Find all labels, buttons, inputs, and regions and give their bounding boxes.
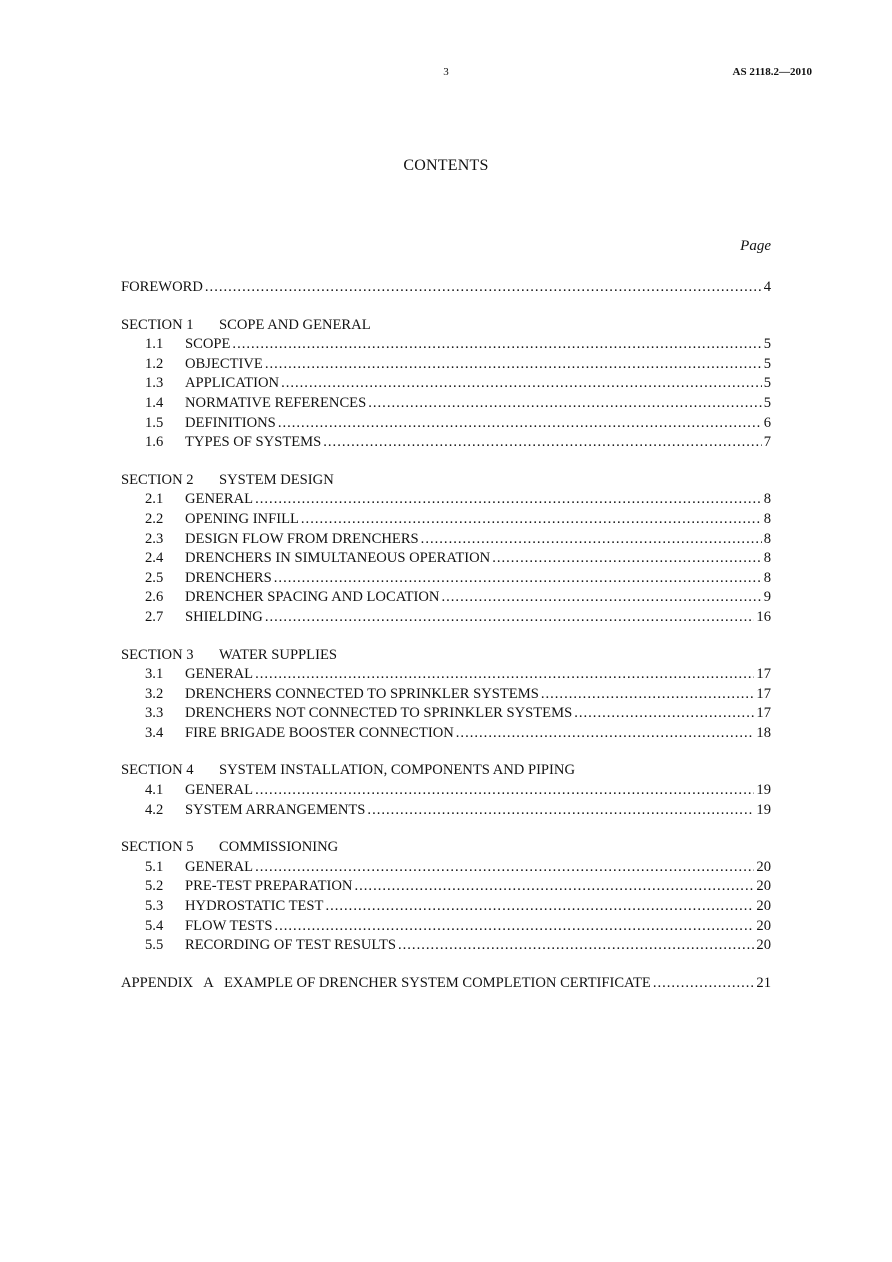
toc-entry-number: 1.2	[145, 355, 164, 372]
toc-entry-number: 5.5	[145, 937, 164, 954]
leader-dots	[255, 665, 754, 685]
toc-entry[interactable]	[145, 608, 771, 628]
toc-entry-label: GENERAL	[185, 491, 254, 508]
leader-dots	[232, 335, 761, 355]
toc-entry-page: 17	[756, 705, 771, 722]
section-heading[interactable]	[121, 646, 771, 666]
section-heading[interactable]	[121, 838, 771, 858]
toc-entry-page: 5	[763, 355, 771, 372]
leader-dots	[278, 414, 762, 434]
toc-entry-label: FIRE BRIGADE BOOSTER CONNECTION	[185, 724, 454, 741]
page-title: CONTENTS	[403, 157, 489, 174]
toc-entry-number: 5.3	[145, 898, 164, 915]
toc-entry-page: 20	[756, 917, 771, 934]
section-title: WATER SUPPLIES	[219, 646, 337, 663]
toc-entry-page: 8	[763, 491, 771, 508]
toc-entry-number: 2.6	[145, 589, 164, 606]
toc-entry-number: 2.3	[145, 530, 164, 547]
toc-entry-number: 3.2	[145, 685, 164, 702]
leader-dots	[323, 433, 761, 453]
toc-entry-number: 1.5	[145, 414, 164, 431]
leader-dots	[354, 877, 754, 897]
section-number: SECTION 4	[121, 762, 194, 779]
toc-entry[interactable]	[145, 858, 771, 878]
toc-entry[interactable]	[145, 335, 771, 355]
leader-dots	[265, 608, 755, 628]
toc-entry-label: PRE-TEST PREPARATION	[185, 878, 353, 895]
section-title: SYSTEM INSTALLATION, COMPONENTS AND PIPING	[219, 762, 575, 779]
toc-entry-label: SYSTEM ARRANGEMENTS	[185, 801, 366, 818]
section-heading[interactable]	[121, 761, 771, 781]
leader-dots	[301, 510, 762, 530]
toc-entry-appendix[interactable]	[121, 974, 771, 994]
toc-entry-number: 5.2	[145, 878, 164, 895]
toc-entry-page: 17	[756, 666, 771, 683]
section-number: SECTION 2	[121, 471, 194, 488]
leader-dots	[255, 858, 754, 878]
toc-entry-number: 1.1	[145, 336, 164, 353]
page-number: 3	[443, 66, 449, 78]
toc-entry-number: 5.1	[145, 858, 164, 875]
toc-entry-label: DESIGN FLOW FROM DRENCHERS	[185, 530, 419, 547]
leader-dots	[653, 974, 755, 994]
leader-dots	[205, 278, 762, 298]
toc-entry[interactable]	[145, 355, 771, 375]
section-heading[interactable]	[121, 471, 771, 491]
toc-entry-page: 8	[763, 530, 771, 547]
leader-dots	[265, 355, 762, 375]
toc-entry-number: 2.2	[145, 510, 164, 527]
toc-entry-label: SCOPE	[185, 336, 231, 353]
toc-entry-label: DRENCHERS CONNECTED TO SPRINKLER SYSTEMS	[185, 685, 539, 702]
page-column-label: Page	[740, 238, 771, 254]
toc-entry-number: 2.7	[145, 608, 164, 625]
toc-entry-label: DRENCHERS NOT CONNECTED TO SPRINKLER SYSTEMS	[185, 705, 573, 722]
toc-entry[interactable]	[145, 665, 771, 685]
toc-entry-label: DEFINITIONS	[185, 414, 276, 431]
toc-entry[interactable]	[145, 394, 771, 414]
leader-dots	[255, 490, 762, 510]
toc-entry-page: 20	[756, 898, 771, 915]
toc-entry-number: 2.4	[145, 550, 164, 567]
leader-dots	[541, 685, 755, 705]
toc-entry-number: 5.4	[145, 917, 164, 934]
leader-dots	[456, 724, 755, 744]
toc-entry-number: 3.4	[145, 724, 164, 741]
leader-dots	[274, 569, 762, 589]
toc-entry-label: GENERAL	[185, 782, 254, 799]
toc-entry[interactable]	[145, 724, 771, 744]
toc-entry-page: 8	[763, 569, 771, 586]
toc-entry-page: 9	[763, 589, 771, 606]
toc-entry[interactable]	[145, 936, 771, 956]
toc-entry-number: 4.2	[145, 801, 164, 818]
toc-entry-page: 20	[756, 858, 771, 875]
toc-entry[interactable]	[145, 917, 771, 937]
toc-entry[interactable]	[145, 549, 771, 569]
standard-id: AS 2118.2—2010	[732, 66, 812, 78]
toc-entry[interactable]	[145, 490, 771, 510]
toc-entry-label: DRENCHERS IN SIMULTANEOUS OPERATION	[185, 550, 491, 567]
toc-entry-label: SHIELDING	[185, 608, 263, 625]
toc-entry-label: OBJECTIVE	[185, 355, 263, 372]
toc-entry-number: 1.3	[145, 375, 164, 392]
toc-entry-page: 19	[756, 801, 771, 818]
section-title: SYSTEM DESIGN	[219, 471, 334, 488]
toc-entry-page: 5	[763, 336, 771, 353]
toc-entry-page: 21	[756, 974, 771, 991]
leader-dots	[367, 801, 754, 821]
toc-entry[interactable]	[145, 530, 771, 550]
toc-entry-label: GENERAL	[185, 666, 254, 683]
toc-entry-label: NORMATIVE REFERENCES	[185, 394, 367, 411]
toc-entry-label: APPENDIX A EXAMPLE OF DRENCHER SYSTEM COMPLETION CERTIFICATE	[121, 974, 651, 991]
section-number: SECTION 5	[121, 839, 194, 856]
toc-entry-label: HYDROSTATIC TEST	[185, 898, 324, 915]
toc-entry-page: 8	[763, 510, 771, 527]
toc-entry-page: 5	[763, 394, 771, 411]
toc-entry[interactable]	[145, 569, 771, 589]
toc-entry-label: FLOW TESTS	[185, 917, 273, 934]
leader-dots	[421, 530, 762, 550]
toc-entry[interactable]	[145, 704, 771, 724]
toc-entry-label: GENERAL	[185, 858, 254, 875]
toc-entry[interactable]	[145, 897, 771, 917]
toc-entry[interactable]	[145, 801, 771, 821]
toc-entry-page: 18	[756, 724, 771, 741]
leader-dots	[398, 936, 754, 956]
section-number: SECTION 1	[121, 316, 194, 333]
toc-entry-label: APPLICATION	[185, 375, 280, 392]
toc-entry-number: 3.3	[145, 705, 164, 722]
toc-entry-page: 16	[756, 608, 771, 625]
section-heading[interactable]	[121, 316, 771, 336]
toc-entry-page: 8	[763, 550, 771, 567]
toc-entry-page: 17	[756, 685, 771, 702]
toc-entry[interactable]	[145, 374, 771, 394]
toc-entry-label: DRENCHER SPACING AND LOCATION	[185, 589, 440, 606]
toc-entry-number: 4.1	[145, 782, 164, 799]
toc-entry[interactable]	[145, 433, 771, 453]
toc-entry-page: 6	[763, 414, 771, 431]
toc-entry[interactable]	[145, 781, 771, 801]
toc-entry-label: OPENING INFILL	[185, 510, 299, 527]
leader-dots	[492, 549, 762, 569]
section-title: COMMISSIONING	[219, 839, 339, 856]
toc-entry-foreword[interactable]	[121, 278, 771, 298]
toc-entry-label: RECORDING OF TEST RESULTS	[185, 937, 396, 954]
toc-entry[interactable]	[145, 414, 771, 434]
toc-entry-number: 2.1	[145, 491, 164, 508]
section-title: SCOPE AND GENERAL	[219, 316, 371, 333]
toc-entry[interactable]	[145, 588, 771, 608]
toc-entry-label: TYPES OF SYSTEMS	[185, 434, 322, 451]
toc-entry[interactable]	[145, 685, 771, 705]
toc-entry[interactable]	[145, 510, 771, 530]
leader-dots	[368, 394, 761, 414]
section-number: SECTION 3	[121, 646, 194, 663]
toc-entry-page: 20	[756, 937, 771, 954]
leader-dots	[574, 704, 754, 724]
leader-dots	[325, 897, 754, 917]
toc-entry-page: 20	[756, 878, 771, 895]
spacer	[121, 956, 771, 974]
toc-entry-label: FOREWORD	[121, 279, 203, 295]
toc-entry-page: 4	[763, 279, 771, 295]
leader-dots	[281, 374, 762, 394]
leader-dots	[255, 781, 754, 801]
toc-entry-number: 1.4	[145, 394, 164, 411]
toc-entry-number: 3.1	[145, 666, 164, 683]
toc-entry-page: 7	[763, 434, 771, 451]
toc-entry-number: 2.5	[145, 569, 164, 586]
toc-entry-label: DRENCHERS	[185, 569, 272, 586]
leader-dots	[441, 588, 761, 608]
toc-entry-page: 5	[763, 375, 771, 392]
table-of-contents	[121, 278, 771, 993]
leader-dots	[274, 917, 754, 937]
toc-entry-page: 19	[756, 782, 771, 799]
toc-entry-number: 1.6	[145, 434, 164, 451]
toc-entry[interactable]	[145, 877, 771, 897]
